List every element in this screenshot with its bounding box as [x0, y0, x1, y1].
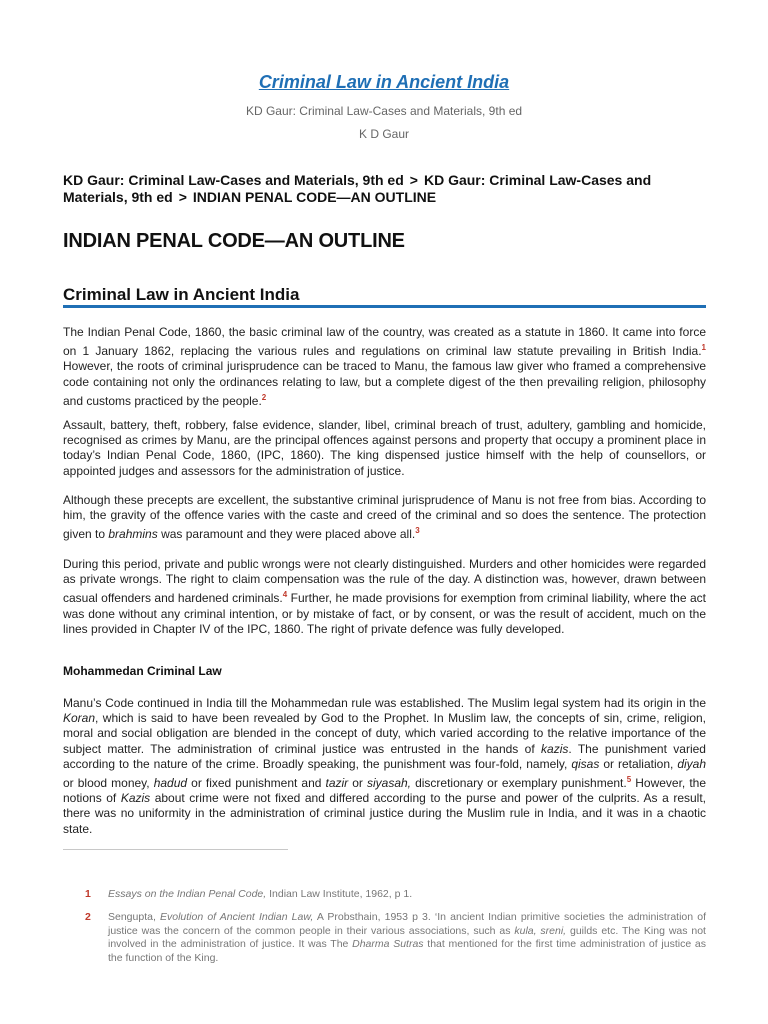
section-title: Criminal Law in Ancient India — [63, 285, 300, 304]
paragraph-3: Although these precepts are excellent, the substantive criminal jurisprudence of Manu is not free from bias. According to him, the gravity of the offence varies with the caste and creed of the criminal and so does the sentence. The protection given to brahmins was paramount and they were placed above all.$^3$ — [63, 493, 706, 542]
subheading-mohammedan-law: Mohammedan Criminal Law — [63, 664, 222, 678]
paragraph-2: Assault, battery, theft, robbery, false evidence, slander, libel, criminal breach of trust, adultery, gambling and homicide, recognised as crimes by Manu, are the principal offences against persons and property that occupy a prominent place in today’s Indian Penal Code, 1860, (IPC, 1860). The king dispensed justice himself with the help of counsellors, or appointed judges and assessors for the administration of justice. — [63, 418, 706, 478]
paragraph-1: The Indian Penal Code, 1860, the basic criminal law of the country, was created as a statute in 1860. It came into force on 1 January 1862, replacing the various rules and regulations on criminal law statute prevailing in British India.$^1$ However, the roots of criminal jurisprudence can be traced to Manu, the famous law giver who framed a comprehensive code containing not only the ordinances relating to law, but a complete digest of the then prevailing religion, philosophy and customs practiced by the people.$^2$ — [63, 325, 706, 408]
breadcrumb — [63, 172, 713, 206]
footnote-ref[interactable]: 2 — [261, 392, 267, 402]
breadcrumb-item[interactable]: KD Gaur: Criminal Law-Cases and Materials, 9th ed — [63, 172, 404, 188]
footnote-ref[interactable]: 3 — [415, 526, 420, 536]
footnote-ref[interactable]: 1 — [701, 343, 706, 353]
chapter-title: INDIAN PENAL CODE—AN OUTLINE — [63, 230, 405, 252]
document-title-link[interactable]: Criminal Law in Ancient India — [258, 72, 510, 92]
footnote-1: 1 Essays on the Indian Penal Code, Indian Law Institute, 1962, p 1. — [85, 888, 413, 900]
breadcrumb-separator: > — [409, 172, 418, 188]
section-underline — [63, 305, 706, 308]
breadcrumb-item[interactable]: KD Gaur: Criminal Law-Cases and Materials, 9th ed — [63, 172, 652, 205]
book-subtitle: KD Gaur: Criminal Law-Cases and Materials, 9th ed — [245, 104, 523, 118]
breadcrumb-item-current: INDIAN PENAL CODE—AN OUTLINE — [192, 189, 437, 205]
author-name: K D Gaur — [358, 127, 409, 141]
footnote-divider — [63, 849, 288, 850]
footnote-ref[interactable]: 5 — [626, 775, 632, 785]
footnote-number[interactable]: 2 — [85, 911, 91, 923]
paragraph-4: During this period, private and public wrongs were not clearly distinguished. Murders and other homicides were regarded as private wrongs. The right to claim compensation was the rule of the day. A distinction was, however, drawn between casual offenders and hardened criminals.$^4$ Further, he made provisions for exemption from criminal liability, where the act was done without any criminal intention, or by mistake of fact, or by consent, or was the result of accident, much on the lines provided in Chapter IV of the IPC, 1860. The right of private defence was fully developed. — [63, 557, 706, 636]
footnote-ref[interactable]: 4 — [282, 590, 288, 600]
footnote-number[interactable]: 1 — [85, 888, 91, 900]
paragraph-5: Manu’s Code continued in India till the Mohammedan rule was established. The Muslim legal system had its origin in the Koran, which is said to have been revealed by God to the Prophet. In Muslim law, the concepts of sin, crime, religion, moral and social obligation are blended in the concept of duty, which varied according to the relative importance of the subject matter. The administration of criminal justice was entrusted in the hands of kazis. The punishment varied according to the nature of the crime. Broadly speaking, the punishment was four-fold, namely, qisas or retaliation, diyah or blood money, hadud or fixed punishment and tazir or siyasah, discretionary or exemplary punishment.$^5$ However, the notions of Kazis about crime were not fixed and differed according to the purse and power of the culprits. As a result, there was no uniformity in the administration of criminal justice during the Muslim rule in India, and it was in a chaotic state. — [63, 696, 707, 836]
footnote-2: 2 Sengupta, Evolution of Ancient Indian Law, A Probsthain, 1953 p 3. ‘In ancient Indian primitive societies the administration of justice was the concern of the common people in their various associations, such as kula, sreni, guilds etc. The King was not involved in the administration of justice. It was The Dharma Sutras that mentioned for the first time administration of justice as the function of the King. — [85, 911, 707, 964]
breadcrumb-separator: > — [178, 189, 187, 205]
